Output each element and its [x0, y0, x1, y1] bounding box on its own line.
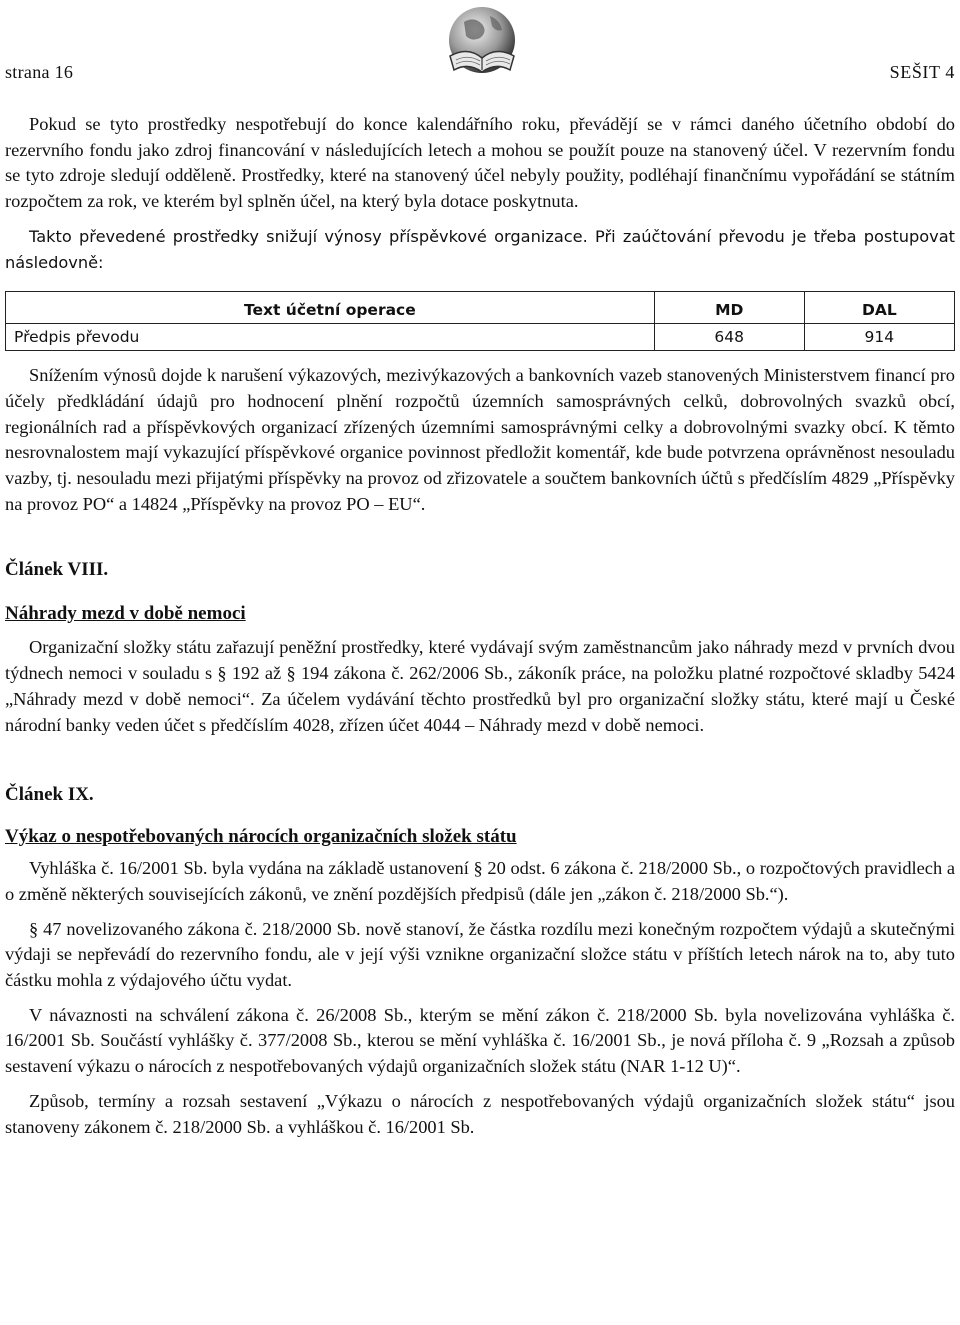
article-8-paragraph: Organizační složky státu zařazují peněžní prostředky, které vydávají svým zaměstnancům jako náhrady mezd v prvních dvou týdnech nemoci v souladu s § 192 až § 194 zákona č. 262/2006 Sb., zákoník práce, na položku platné rozpočtové skladby 5424 „Náhrady mezd v době nemoci“. Za účelem vydávání těchto prostředků byl pro organizační složky státu, které mají u České národní banky veden účet s předčíslím 4028, zřízen účet 4044 – Náhrady mezd v době nemoci.	[5, 637, 955, 735]
intro-paragraph-2: Takto převedené prostředky snižují výnosy příspěvkové organizace. Při zaúčtování převodu je třeba postupovat následovně:	[5, 226, 955, 272]
article-8-subtitle: Náhrady mezd v době nemoci	[5, 603, 246, 625]
intro-paragraph-1: Pokud se tyto prostředky nespotřebují do konce kalendářního roku, převádějí se v rámci daného účetního období do rezervního fondu jako zdroj financování v následujících letech a mohou se použít pouze na stanovený účel. V rezervním fondu se tyto zdroje sledují odděleně. Prostředky, které na stanovený účel nebyly použity, podléhají finančnímu vypořádání se státním rozpočtem za rok, ve kterém byl splněn účel, na který byla dotace poskytnuta.	[5, 114, 955, 212]
article-9-paragraph-4: Způsob, termíny a rozsah sestavení „Výkazu o nárocích z nespotřebovaných výdajů organizačních složek státu“ jsou stanoveny zákonem č. 218/2000 Sb. a vyhláškou č. 16/2001 Sb.	[5, 1090, 955, 1137]
column-header-operation: Text účetní operace	[6, 292, 655, 324]
cell-operation: Předpis převodu	[6, 324, 655, 351]
article-8-title: Článek VIII.	[5, 559, 109, 581]
article-9-title: Článek IX.	[5, 784, 94, 806]
accounting-table	[5, 291, 955, 351]
table-row	[6, 324, 955, 351]
article-9-paragraph-2: § 47 novelizovaného zákona č. 218/2000 Sb. nově stanoví, že částka rozdílu mezi konečným rozpočtem výdajů a skutečnými výdaji se nepřevádí do rezervního fondu, ale v její výši vznikne organizační složce státu v příštích letech nárok na to, aby tuto částku mohla z výdajového účtu vydat.	[5, 918, 955, 991]
article-9-paragraph-1: Vyhláška č. 16/2001 Sb. byla vydána na základě ustanovení § 20 odst. 6 zákona č. 218/2000 Sb., o rozpočtových pravidlech a o změně některých souvisejících zákonů, ve znění pozdějších předpisů (dále jen „zákon č. 218/2000 Sb.“).	[5, 858, 955, 904]
column-header-md: MD	[654, 292, 804, 324]
article-9-subtitle: Výkaz o nespotřebovaných nárocích organizačních složek státu	[5, 826, 517, 848]
cell-md: 648	[654, 324, 804, 351]
table-header-row	[6, 292, 955, 324]
after-table-paragraph: Snížením výnosů dojde k narušení výkazových, mezivýkazových a bankovních vazeb stanovených Ministerstvem financí pro účely předkládání údajů pro hodnocení plnění rozpočtů územních samosprávných celků, dobrovolných svazků obcí, regionálních rad a příspěvkových organizací zřízených územními samosprávnými celky a dobrovolnými svazky obcí. K těmto nesrovnalostem mají vykazující příspěvkové organice povinnost předložit komentář, kde bude potvrzena oprávněnost nesouladu vazby, tj. nesouladu mezi přijatými příspěvky na provoz od zřizovatele a součtem bankovních účtů s předčíslím 4829 „Příspěvky na provoz PO“ a 14824 „Příspěvky na provoz PO – EU“.	[5, 365, 955, 514]
globe-book-icon	[442, 4, 520, 82]
issue-label: SEŠIT 4	[889, 62, 955, 82]
article-9-paragraph-3: V návaznosti na schválení zákona č. 26/2008 Sb., kterým se mění zákon č. 218/2000 Sb. byla novelizována vyhláška č. 16/2001 Sb. Součástí vyhlášky č. 377/2008 Sb., kterou se mění vyhláška č. 16/2001 Sb., je nová příloha č. 9 „Rozsah a způsob sestavení výkazu o nárocích z nespotřebovaných výdajů organizačních složek státu (NAR 1-12 U)“.	[5, 1004, 955, 1077]
page-number: strana 16	[5, 62, 74, 82]
cell-dal: 914	[804, 324, 954, 351]
column-header-dal: DAL	[804, 292, 954, 324]
